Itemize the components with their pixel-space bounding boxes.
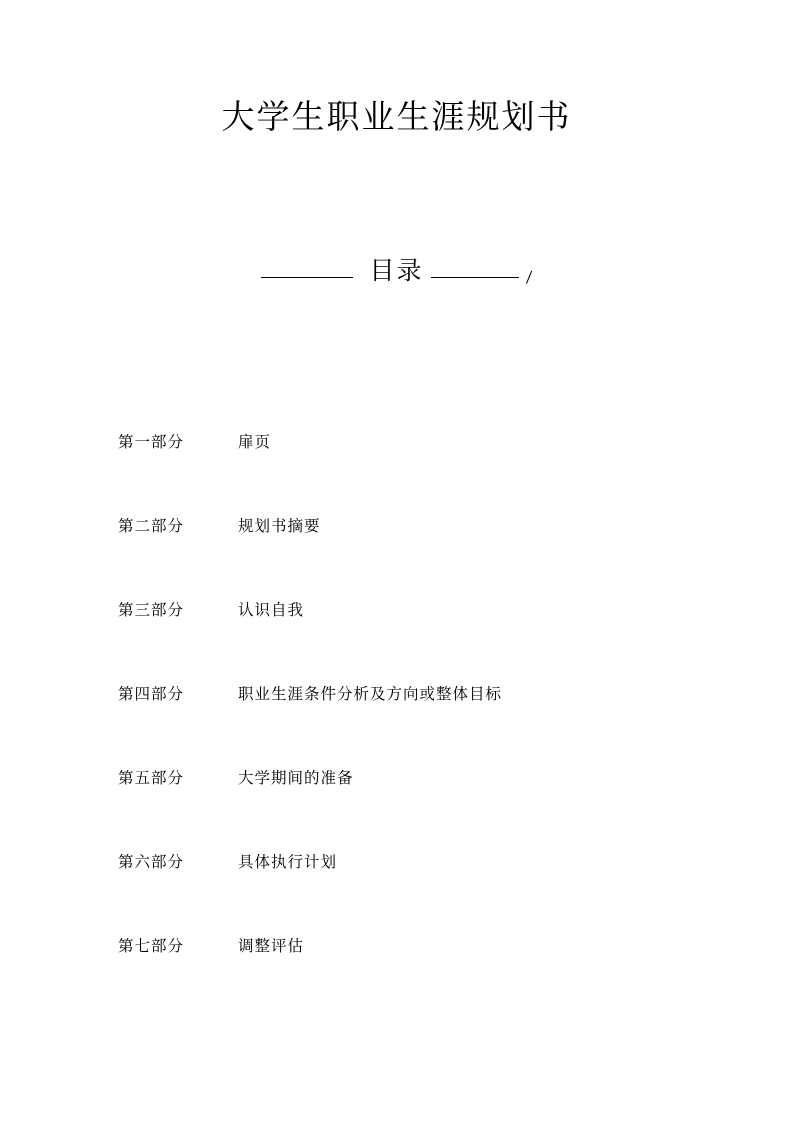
toc-entry-label: 认识自我 (238, 602, 305, 619)
list-item (118, 684, 718, 768)
toc-part-number: 第五部分 (118, 770, 185, 787)
toc-heading-block (0, 255, 793, 289)
toc-part-number: 第四部分 (118, 686, 185, 703)
toc-entry-label: 扉页 (238, 434, 272, 451)
toc-part-number: 第七部分 (118, 938, 185, 955)
toc-entry-label: 规划书摘要 (238, 518, 321, 535)
page-title: 大学生职业生涯规划书 (221, 100, 572, 136)
decorative-rule-left (261, 277, 353, 278)
list-item (118, 600, 718, 684)
toc-entry-label: 大学期间的准备 (238, 770, 354, 787)
toc-entry-label: 职业生涯条件分析及方向或整体目标 (238, 686, 503, 703)
toc-heading-inner (357, 255, 435, 289)
toc-part-number: 第一部分 (118, 434, 185, 451)
list-item (118, 852, 718, 936)
table-of-contents (118, 432, 718, 1020)
decorative-tick-mark (515, 266, 532, 284)
toc-entry-label: 具体执行计划 (238, 854, 338, 871)
toc-part-number: 第二部分 (118, 518, 185, 535)
toc-part-number: 第六部分 (118, 854, 185, 871)
list-item (118, 936, 718, 1020)
toc-part-number: 第三部分 (118, 602, 185, 619)
list-item (118, 516, 718, 600)
decorative-rule-right (431, 277, 519, 278)
toc-entry-label: 调整评估 (238, 938, 305, 955)
toc-heading: 目录 (369, 258, 424, 285)
list-item (118, 768, 718, 852)
list-item (118, 432, 718, 516)
